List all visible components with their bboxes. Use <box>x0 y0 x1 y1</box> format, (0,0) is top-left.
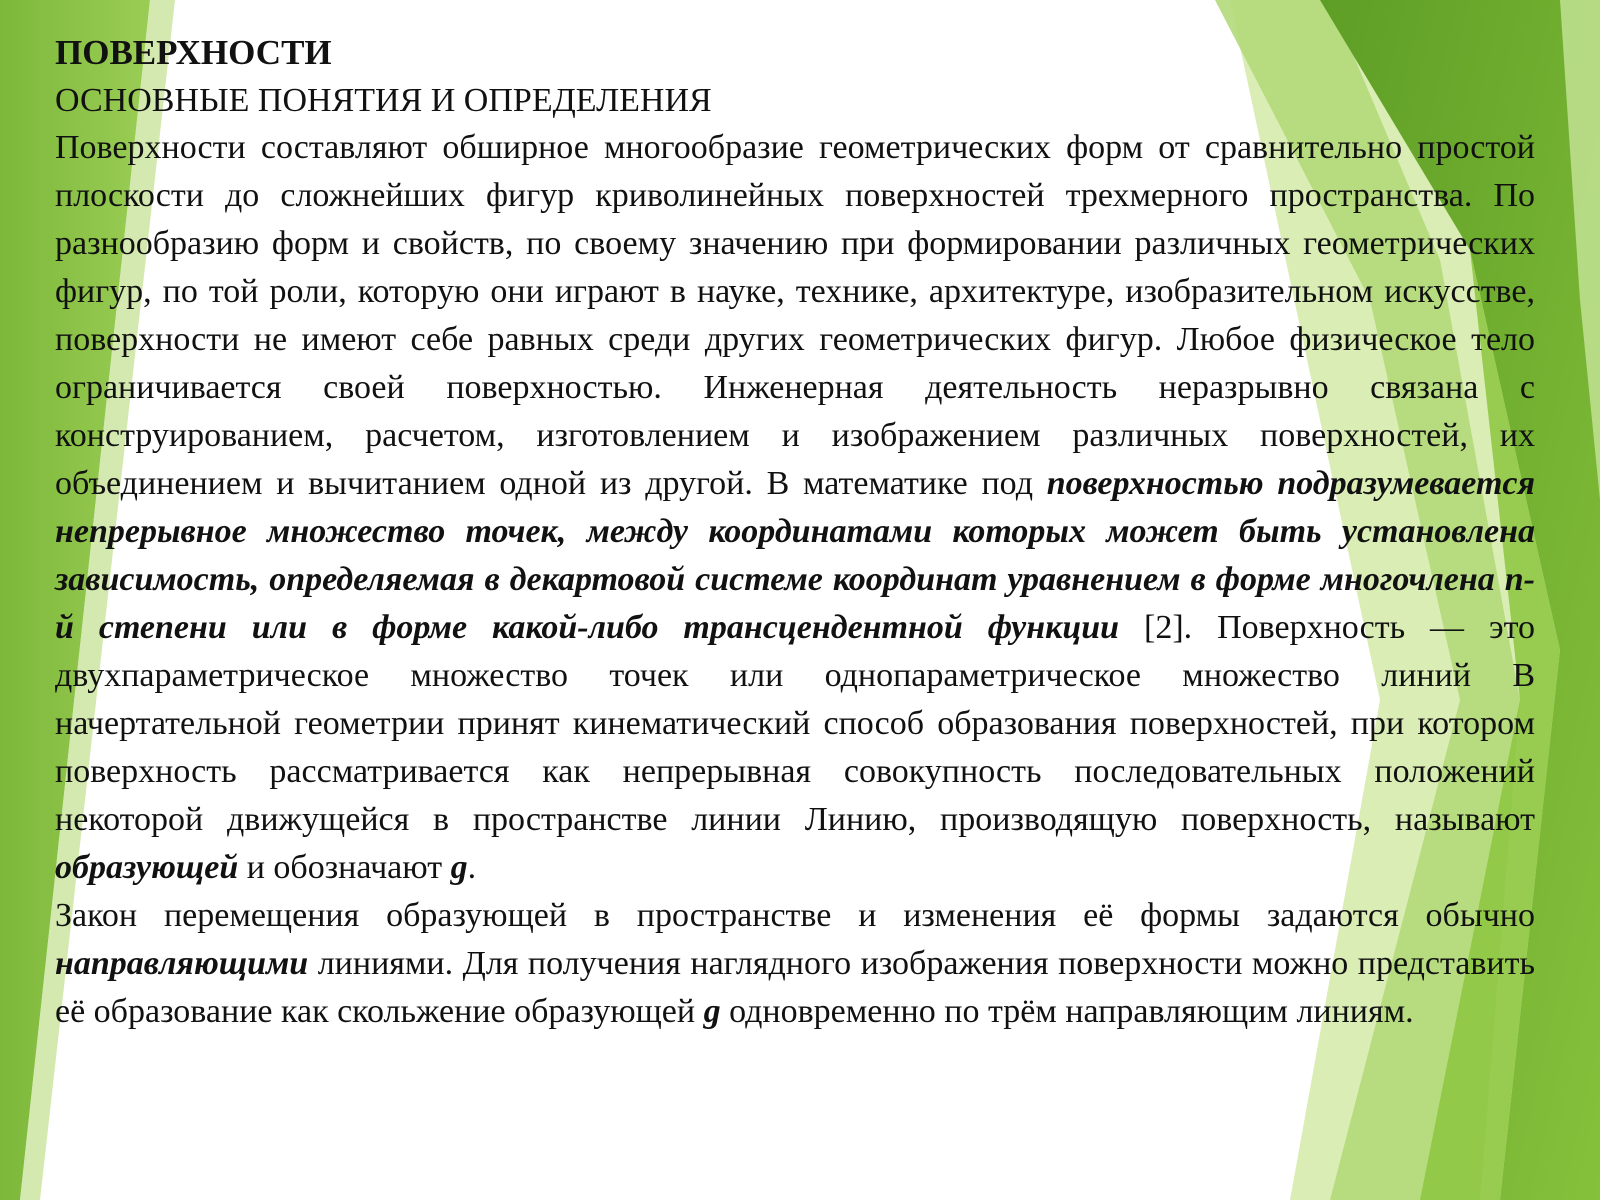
paragraph-1-text-d: . <box>467 849 477 886</box>
paragraph-2-text-b: линиями. Для получения наглядного изображения поверхности можно представить её образование как скольжение образующей <box>55 945 1535 1030</box>
term-generatrix: образующей <box>55 849 239 886</box>
surface-definition: поверхностью подразумевается непрерывное множество точек, между координатами которых может быть установлена зависимость, определяемая в декартовой системе координат уравнением в форме многочлена n-й степени или в форме какой-либо трансцендентной функции <box>55 465 1535 646</box>
slide-subheading: ОСНОВНЫЕ ПОНЯТИЯ И ОПРЕДЕЛЕНИЯ <box>55 82 712 119</box>
term-directrix: направляющими <box>55 945 309 982</box>
symbol-g: g <box>450 849 468 886</box>
paragraph-1-text-a: Поверхности составляют обширное многообразие геометрических форм от сравнительно простой плоскости до сложнейших фигур криволинейных поверхностей трехмерного пространства. По разнообразию форм и свойств, по своему значению при формировании различных геометрических фигур, по той роли, которую они играют в науке, технике, архитектуре, изобразительном искусстве, поверхности не имеют себе равных среди других геометрических фигур. Любое физическое тело ограничивается своей поверхностью. Инженерная деятельность неразрывно связана с конструированием, расчетом, изготовлением и изображением различных поверхностей, их объединением и вычитанием одной из другой. В математике под <box>55 129 1535 502</box>
slide-content <box>55 28 1535 1036</box>
paragraph-2-text-c: одновременно по трём направляющим линиям. <box>720 993 1414 1030</box>
slide-heading: ПОВЕРХНОСТИ <box>55 33 332 72</box>
paragraph-1-text-b: [2]. Поверхность — это двухпараметрическое множество точек или однопараметрическое множество линий В начертательной геометрии принят кинематический способ образования поверхностей, при котором поверхность рассматривается как непрерывная совокупность последовательных положений некоторой движущейся в пространстве линии Линию, производящую поверхность, называют <box>55 609 1535 838</box>
symbol-g-2: g <box>703 993 721 1030</box>
paragraph-1-text-c: и обозначают <box>238 849 451 886</box>
paragraph-2-text-a: Закон перемещения образующей в пространстве и изменения её формы задаются обычно <box>55 897 1535 934</box>
paragraph-1 <box>55 124 1535 892</box>
paragraph-2 <box>55 892 1535 1036</box>
